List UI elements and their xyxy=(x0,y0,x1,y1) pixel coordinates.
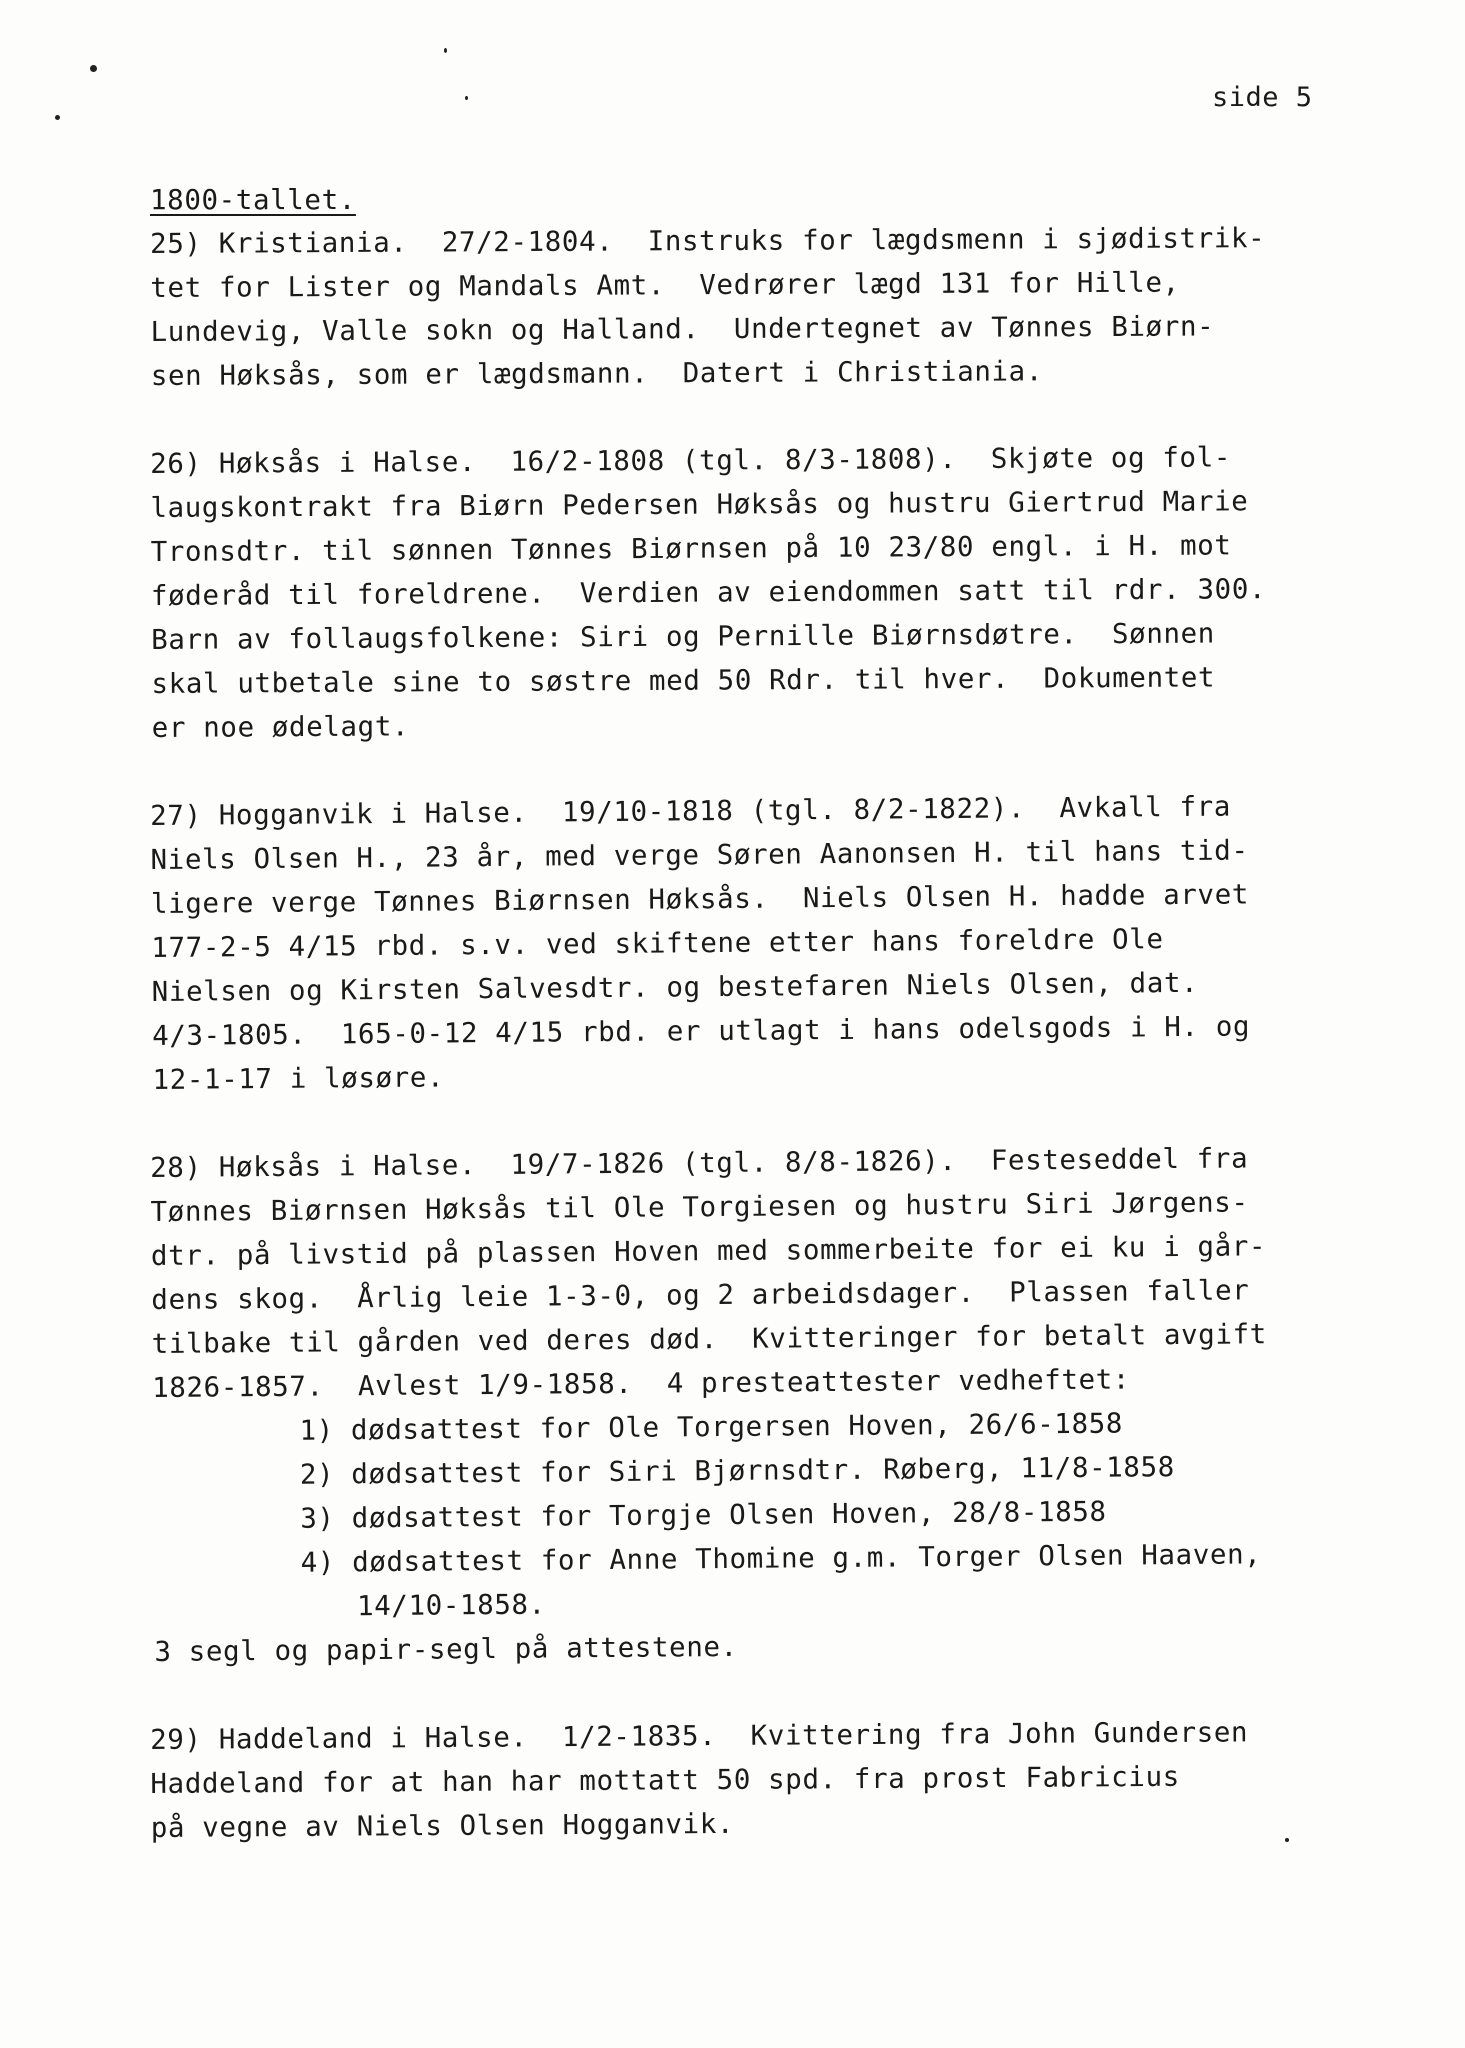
entry-line: Barn av follaugsfolkene: Siri og Pernille Biørnsdøtre. Sønnen xyxy=(151,617,1215,656)
page-number: side 5 xyxy=(1212,82,1313,113)
entry-line: føderåd til foreldrene. Verdien av eiendommen satt til rdr. 300. xyxy=(150,573,1267,612)
speck xyxy=(90,65,97,72)
entry-28 xyxy=(150,1136,1335,1674)
attest-list-item: 1) dødsattest for Ole Torgersen Hoven, 26/6-1858 xyxy=(299,1407,1124,1447)
speck xyxy=(55,115,60,120)
attest-list-item: 4) dødsattest for Anne Thomine g.m. Torger Olsen Haaven, xyxy=(300,1538,1262,1579)
entry-line: dtr. på livstid på plassen Hoven med sommerbeite for ei ku i går- xyxy=(150,1230,1267,1272)
speck xyxy=(444,48,447,53)
section-heading: 1800-tallet. xyxy=(150,184,356,216)
entry-line: 4/3-1805. 165-0-12 4/15 rbd. er utlagt i hans odelsgods i H. og xyxy=(151,1010,1251,1052)
entry-line: tet for Lister og Mandals Amt. Vedrører lægd 131 for Hille, xyxy=(150,266,1180,304)
entry-line: dens skog. Årlig leie 1-3-0, og 2 arbeidsdager. Plassen faller xyxy=(151,1274,1250,1316)
entry-line: Niels Olsen H., 23 år, med verge Søren Aanonsen H. til hans tid- xyxy=(150,834,1249,876)
entry-line: 26) Høksås i Halse. 16/2-1808 (tgl. 8/3-1808). Skjøte og fol- xyxy=(150,441,1232,480)
entry-line: Lundevig, Valle sokn og Halland. Undertegnet av Tønnes Biørn- xyxy=(150,310,1215,348)
speck xyxy=(465,96,468,100)
entry-line: Tønnes Biørnsen Høksås til Ole Torgiesen og hustru Siri Jørgens- xyxy=(150,1186,1249,1228)
entry-line: 12-1-17 i løsøre. xyxy=(152,1061,445,1096)
entry-line: sen Høksås, som er lægdsmann. Datert i Christiania. xyxy=(150,355,1044,392)
entry-29 xyxy=(150,1710,1331,1850)
attest-list-continuation: 14/10-1858. xyxy=(356,1588,546,1623)
entry-line: tilbake til gården ved deres død. Kvitteringer for betalt avgift xyxy=(151,1318,1267,1360)
entry-27 xyxy=(150,784,1333,1102)
entry-line: 27) Hogganvik i Halse. 19/10-1818 (tgl. 8/2-1822). Avkall fra xyxy=(150,790,1232,832)
entry-25 xyxy=(150,216,1331,398)
entry-line: ligere verge Tønnes Biørnsen Høksås. Niels Olsen H. hadde arvet xyxy=(150,878,1250,920)
entry-line: på vegne av Niels Olsen Hogganvik. xyxy=(150,1807,735,1844)
entry-line: 1826-1857. Avlest 1/9-1858. 4 presteattester vedheftet: xyxy=(151,1363,1131,1404)
entry-line: 25) Kristiania. 27/2-1804. Instruks for lægdsmenn i sjødistrik- xyxy=(150,222,1266,260)
entry-line: skal utbetale sine to søstre med 50 Rdr. til hver. Dokumentet xyxy=(151,661,1216,700)
entry-line: Tronsdtr. til sønnen Tønnes Biørnsen på 10 23/80 engl. i H. mot xyxy=(150,529,1232,568)
entry-line: er noe ødelagt. xyxy=(151,710,410,744)
entry-26 xyxy=(150,435,1332,750)
entry-line: 29) Haddeland i Halse. 1/2-1835. Kvittering fra John Gundersen xyxy=(150,1716,1249,1756)
entry-line: 28) Høksås i Halse. 19/7-1826 (tgl. 8/8-1826). Festeseddel fra xyxy=(150,1142,1249,1184)
entry-line: Nielsen og Kirsten Salvesdtr. og bestefaren Niels Olsen, dat. xyxy=(151,966,1199,1008)
attest-list-item: 3) dødsattest for Torgje Olsen Hoven, 28/8-1858 xyxy=(300,1495,1107,1535)
entry-closing-line: 3 segl og papir-segl på attestene. xyxy=(154,1630,738,1668)
entry-line: 177-2-5 4/15 rbd. s.v. ved skiftene etter hans foreldre Ole xyxy=(151,923,1164,964)
entry-line: laugskontrakt fra Biørn Pedersen Høksås og hustru Giertrud Marie xyxy=(150,485,1249,524)
attest-list-item: 2) dødsattest for Siri Bjørnsdtr. Røberg, 11/8-1858 xyxy=(299,1451,1175,1491)
entry-line: Haddeland for at han har mottatt 50 spd. fra prost Fabricius xyxy=(150,1760,1180,1800)
document-body xyxy=(150,178,1330,1850)
